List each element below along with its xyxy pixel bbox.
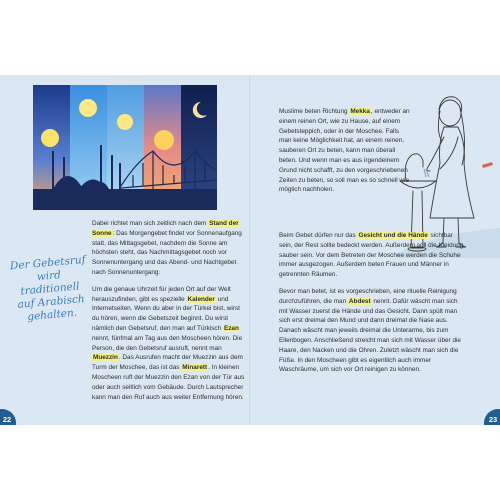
text-run: und Internetseiten. Wenn du aber in der Türkei bist, wirst du hören, wenn die Gebetszeit beginnt. Du wirst nämlich den Gebetsruf, den man auf Türkisch — [92, 295, 240, 332]
paragraph — [92, 219, 247, 278]
highlighted-term: Ezan — [223, 324, 239, 332]
paragraph — [279, 287, 465, 375]
paragraph — [279, 231, 465, 280]
page-number-right: 23 — [484, 409, 500, 425]
text-run: . Das Ausrufen macht der Muezzin aus dem Turm der Moschee, das ist das — [92, 354, 243, 372]
highlighted-term: Stand der Sonne — [92, 220, 239, 237]
highlighted-term: Gesicht und die Hände — [358, 232, 428, 239]
paragraph — [92, 285, 247, 403]
text-run: sichtbar sein, der Rest sollte bedeckt werden. Außerdem soll die Kleidung sauber sein. Vor dem Betreten der Moschee werden die Schuhe immer ausgezogen. Außerdem beten Frauen und Männer in getrennten Räumen. — [279, 232, 464, 279]
text-run: Um die genaue Uhrzeit für jeden Ort auf der Welt herauszufinden, gibt es spezielle — [92, 285, 231, 303]
highlighted-term: Abdest — [348, 297, 371, 305]
text-run: Bevor man betet, ist es vorgeschrieben, eine rituelle Reinigung durchzuführen, die man — [279, 287, 457, 305]
side-note: Der Gebetsruf wird traditionell auf Arabisch gehalten. — [9, 253, 86, 324]
prayer-times-sky-image — [33, 85, 217, 210]
highlighted-term: Muezzin — [93, 354, 118, 362]
sky-illustration — [33, 85, 217, 210]
page-gutter — [249, 75, 251, 425]
text-run: Muslime beten Richtung — [279, 108, 350, 115]
text-run: Dabei richtet man sich zeitlich nach dem — [92, 220, 209, 227]
highlighted-term: Kalender — [187, 295, 215, 303]
text-run: nennt, fünfmal am Tag aus den Moscheen hören. Die Person, die den Gebetsruf ausruft, nennt man — [92, 334, 243, 352]
text-run: : Das Morgengebet findet vor Sonnenaufgang statt, das Mittagsgebet, nachdem die Sonne am höchsten steht, das Nachmittagsgebet noch vor Sonnenuntergang und das Abend- und Nachtgebet nach Sonnenuntergang. — [92, 229, 242, 276]
text-run: . In kleinen Moscheen ruft der Muezzin den Ezan von der Tür aus oder auch seitlich vom Gebäude. Durch Lautsprecher kann man den Ruf auch aus weiter Entfernung hören. — [92, 364, 245, 401]
text-run: , entweder an einem reinen Ort, wie zu Hause, auf einem Gebetsteppich, oder in der Moschee. Falls man keine Möglichkeit hat, an einem reinen, sauberen Ort zu beten, kann man überall beten. Und wenn man es aus irgendeinem Grund nicht schafft, zu den vorgeschriebenen Zeiten zu beten, so soll man es so schnell wie möglich nachholen. — [279, 108, 410, 194]
text-run: nennt. Dafür wäscht man sich mit Wasser zuerst die Hände und das Gesicht. Dann spült man sich erst dreimal den Mund und dann dreimal die Nase aus. Danach wäscht man jeweils dreimal die Unterarme, bis zum Ellenbogen. Anschließend streicht man sich mit Wasser über die Haare, den Nacken und die Ohren. Zuletzt wäscht man sich die Füße. In den Moscheen gibt es eigentlich auch immer Waschräume, um sich vor Ort reinigen zu können. — [279, 297, 461, 374]
text-run: Beim Gebet dürfen nur das — [279, 232, 358, 239]
highlighted-term: Minarett — [182, 364, 208, 372]
left-page-text — [92, 219, 247, 409]
highlighted-term: Mekka — [350, 108, 370, 115]
right-page-text — [279, 231, 465, 382]
book-spread — [0, 75, 500, 425]
page-number-left: 22 — [0, 409, 16, 425]
